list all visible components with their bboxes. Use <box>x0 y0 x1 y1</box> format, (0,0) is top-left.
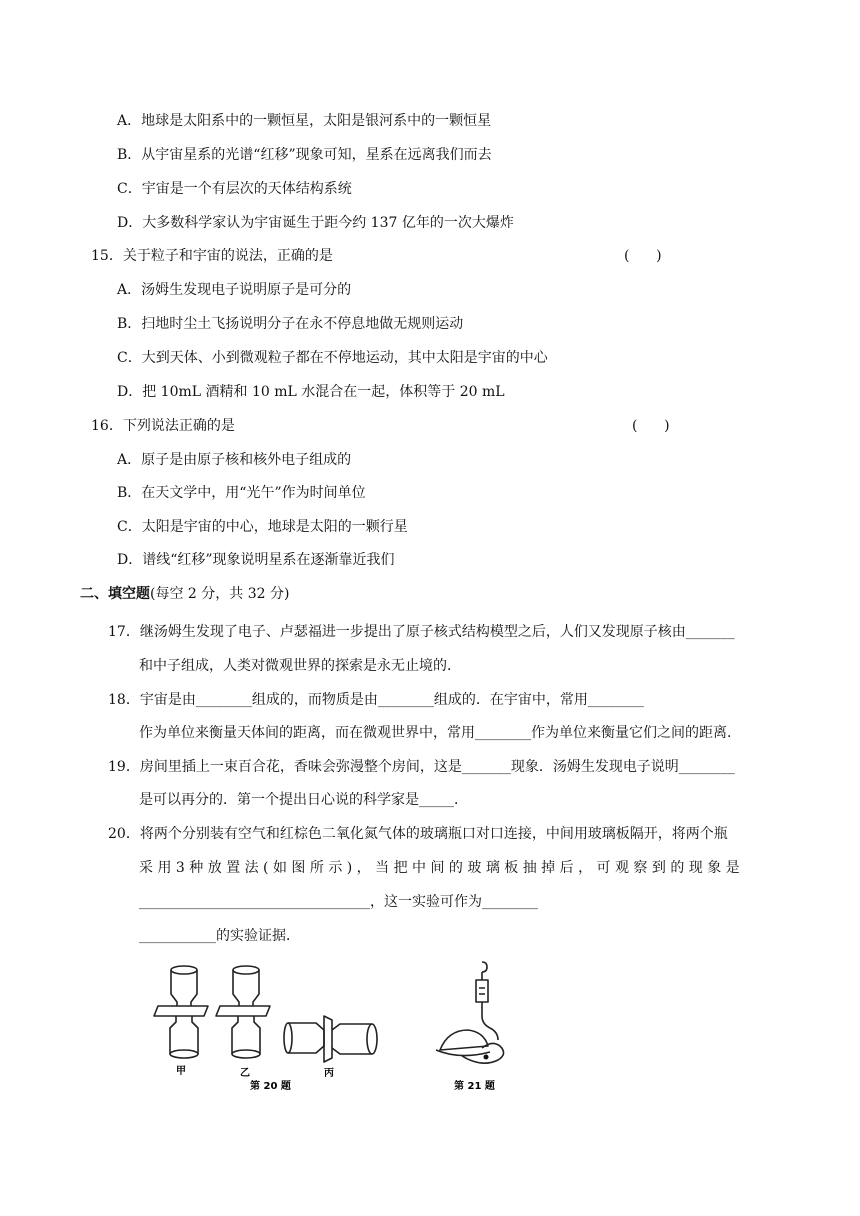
q15-option-c: C．大到天体、小到微观粒子都在不停地运动，其中太阳是宇宙的中心 <box>117 350 548 366</box>
figure-20-caption: 第 20 题 <box>250 1081 291 1092</box>
figure-21-caption: 第 21 题 <box>454 1081 495 1092</box>
q17-line-1: 17．继汤姆生发现了电子、卢瑟福进一步提出了原子核式结构模型之后，人们又发现原子核由_______ <box>108 624 735 640</box>
figure-yi-bottles <box>216 966 270 1058</box>
q15-option-a: A．汤姆生发现电子说明原子是可分的 <box>117 282 352 298</box>
q19-line-1: 19．房间里插上一束百合花，香味会弥漫整个房间，这是_______现象．汤姆生发现电子说明________ <box>108 759 735 775</box>
section-heading <box>80 584 289 604</box>
q14-option-d: D．大多数科学家认为宇宙诞生于距今约 137 亿年的一次大爆炸 <box>117 215 514 231</box>
q15-option-b: B．扫地时尘土飞扬说明分子在永不停息地做无规则运动 <box>117 316 464 332</box>
q18-line-2: 作为单位来衡量天体间的距离，而在微观世界中，常用________作为单位来衡量它们之间的距离． <box>139 725 741 741</box>
q14-option-a: A．地球是太阳系中的一颗恒星，太阳是银河系中的一颗恒星 <box>117 113 492 129</box>
figure-jia-bottles <box>154 966 208 1058</box>
q16-answer-bracket: ( ) <box>632 418 670 434</box>
figure-label-jia: 甲 <box>176 1066 186 1077</box>
q16-option-a: A．原子是由原子核和核外电子组成的 <box>117 452 352 468</box>
q20-line-1: 20．将两个分别装有空气和红棕色二氧化氮气体的玻璃瓶口对口连接，中间用玻璃板隔开，将两个瓶 <box>108 826 728 842</box>
figure-bing-bottles <box>284 1016 377 1062</box>
q14-option-c: C．宇宙是一个有层次的天体结构系统 <box>117 181 352 197</box>
q16-stem: 16．下列说法正确的是 <box>91 418 235 434</box>
q14-option-b: B．从宇宙星系的光谱“红移”现象可知，星系在远离我们而去 <box>117 147 492 163</box>
section-score-note: (每空 2 分，共 32 分) <box>150 586 290 602</box>
q20-line-3: _________________________________，这一实验可作为________ <box>139 894 538 910</box>
q20-line-4: ___________的实验证据． <box>139 928 300 944</box>
experiment-figures <box>150 958 550 1098</box>
q18-line-1: 18．宇宙是由________组成的，而物质是由________组成的．在宇宙中，常用________ <box>108 692 644 708</box>
q16-option-c: C．太阳是宇宙的中心，地球是太阳的一颗行星 <box>117 519 408 535</box>
q16-option-d: D．谱线“红移”现象说明星系在逐渐靠近我们 <box>117 552 395 568</box>
q15-answer-bracket: ( ) <box>624 248 662 264</box>
section-title: 二、填空题 <box>80 586 150 602</box>
figure-label-yi: 乙 <box>240 1068 250 1079</box>
q15-option-d: D．把 10mL 酒精和 10 mL 水混合在一起，体积等于 20 mL <box>117 384 505 400</box>
q20-line-2: 采 用 3 种 放 置 法 ( 如 图 所 示 ) ， 当 把 中 间 的 玻 璃 板 抽 掉 后 ， 可 观 察 到 的 现 象 是 <box>139 860 740 876</box>
figure-label-bing: 丙 <box>324 1068 334 1079</box>
q19-line-2: 是可以再分的．第一个提出日心说的科学家是_____． <box>139 792 468 808</box>
q15-stem: 15．关于粒子和宇宙的说法，正确的是 <box>91 248 333 264</box>
figure-21-dot <box>484 1055 489 1060</box>
figure-21-apparatus <box>436 962 504 1063</box>
q17-line-2: 和中子组成，人类对微观世界的探索是永无止境的． <box>139 658 461 674</box>
q16-option-b: B．在天文学中，用“光午”作为时间单位 <box>117 485 366 501</box>
